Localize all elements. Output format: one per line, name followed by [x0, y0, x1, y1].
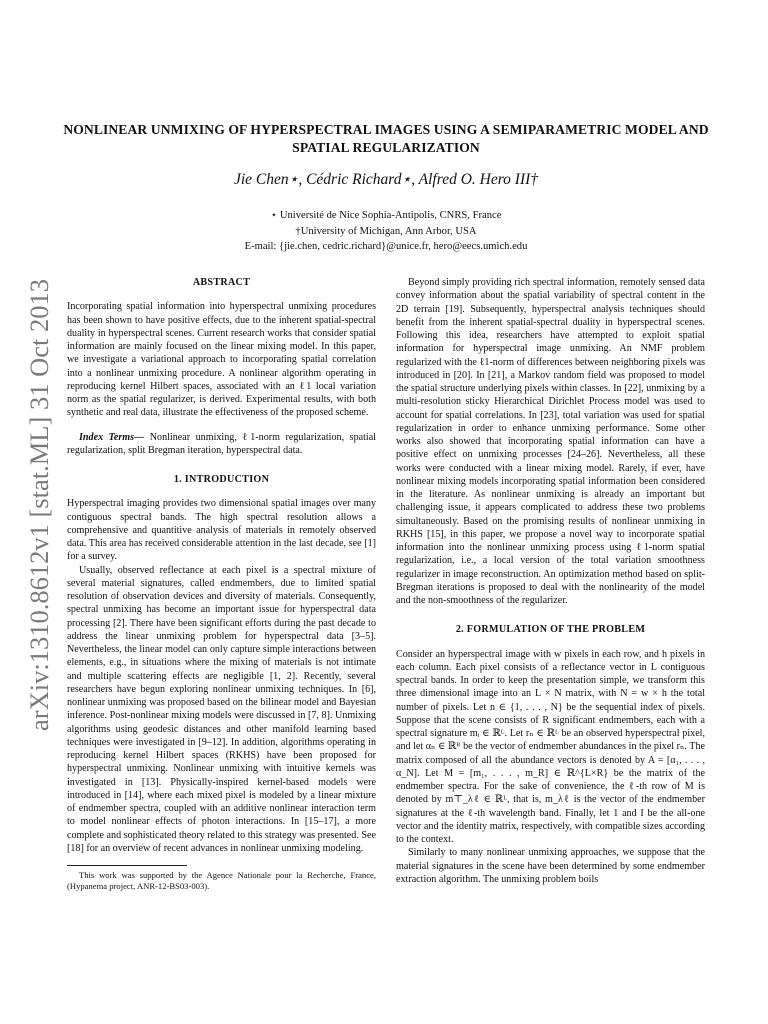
author-list: Jie Chen⋆, Cédric Richard⋆, Alfred O. Hero III† [233, 171, 539, 188]
affiliations [60, 208, 712, 255]
affiliation-nice: ⋆ Université de Nice Sophia-Antipolis, CNRS, France [270, 210, 502, 221]
right-paragraph-1: Beyond simply providing rich spectral information, remotely sensed data convey information about the spatial variability of spectral content in the 2D terrain [19]. Subsequently, hyperspectral analysis techniques should benefit from the inherent spatial-spectral duality in hyperspectral scenes. Following this idea, researchers have attempted to exploit spatial information for hyperspectral image unmixing. An NMF problem regularized with the ℓ1-norm of differences between neighboring pixels was introduced in [20]. In [21], a Markov random field was proposed to model the spatial structure underlying pixels within classes. In [22], unmixing by a multi-resolution sticky Hierarchical Dirichlet Process model was used to account for spatial correlations. In [23], total variation was used for spatial regularization in order to enhance unmixing performance. Some other works also showed that incorporating spatial information can have a positive effect on unmixing processes [24–26]. Nevertheless, all these works were conducted with a linear mixing model. Rarely, if ever, have nonlinear mixing models incorporating spatial information been considered in the literature. As nonlinear unmixing is already an important but challenging issue, it appears complicated to address these two problems simultaneously. Based on the promising results of nonlinear unmixing in RKHS [15], in this paper, we propose a novel way to incorporate spatial information into the nonlinear unmixing process using ℓ1-norm spatial regularization, i.e., a local version of the total variation smoothness regularizer in image reconstruction. An optimization method based on split-Bregman iterations is proposed to deal with the nonlinearity of the model and the non-smoothness of the regularizer. [396, 277, 705, 606]
funding-footnote: This work was supported by the Agence Nationale pour la Recherche, France, (Hypanema project, ANR-12-BS03-003). [67, 870, 376, 891]
formulation-paragraph-2: Similarly to many nonlinear unmixing approaches, we suppose that the material signatures in the scene have been determined by some endmember extraction algorithm. The unmixing problem boils [396, 847, 705, 885]
paper-title: NONLINEAR UNMIXING OF HYPERSPECTRAL IMAGES USING A SEMIPARAMETRIC MODEL AND SPATIAL REGULARIZATION [63, 122, 709, 155]
right-column [396, 276, 705, 886]
affiliation-michigan: †University of Michigan, Ann Arbor, USA [295, 225, 477, 237]
arxiv-identifier [14, 275, 60, 735]
index-terms-text: Nonlinear unmixing, ℓ1-norm regularization, spatial regularization, split Bregman iteration, hyperspectral data. [67, 431, 376, 456]
index-terms-label: Index Terms— [79, 431, 145, 443]
abstract-text: Incorporating spatial information into hyperspectral unmixing procedures has been shown to have positive effects, due to the inherent spatial-spectral duality in hyperspectral scenes. Current research works that consider spatial information are mainly focused on the linear mixing model. In this paper, we investigate a variational approach to incorporating spatial correlation into a nonlinear unmixing procedure. A nonlinear algorithm operating in reproducing kernel Hilbert spaces, associated with an ℓ1 local variation norm as the spatial regularizer, is derived. Experimental results, with both synthetic and real data, illustrate the effectiveness of the proposed scheme. [67, 301, 376, 419]
index-terms [67, 431, 376, 458]
intro-paragraph-2: Usually, observed reflectance at each pixel is a spectral mixture of several material signatures, called endmembers, due to limited spatial resolution of observation devices and diversity of materials. Consequently, spectral unmixing has become an important issue for hyperspectral data processing [2]. There have been significant efforts during the past decade to address the linear unmixing problem for hyperspectral data [3–5]. Nevertheless, the linear model can only capture simple interactions between elements, e.g., in situations where the mixing of materials is not intimate and multiple scattering effects are negligible [1, 2]. Recently, several researchers have begun exploring nonlinear unmixing techniques. In [6], nonlinear unmixing was proposed based on the bilinear model and Bayesian inference. Post-nonlinear mixing models were discussed in [7, 8]. Unmixing algorithms using geodesic distances and other manifold learning based techniques were investigated in [9–12]. In addition, algorithms operating in reproducing kernel Hilbert spaces (RKHS) have been proposed for hyperspectral unmixing. Nonlinear unmixing with intuitive kernels was investigated in [13]. Physically-inspired kernel-based models were introduced in [14], where each mixed pixel is modeled by a linear mixture of endmember spectra, coupled with an additive nonlinear interaction term to model nonlinear effects of photon interactions. In [15–17], a more complete and sophisticated theory related to this strategy was presented. See [18] for an overview of recent advances in nonlinear unmixing modeling. [67, 564, 376, 854]
abstract-heading: ABSTRACT [192, 277, 251, 288]
intro-paragraph-1: Hyperspectral imaging provides two dimensional spatial images over many contiguous spectral bands. The high spectral resolution allows a comprehensive and quantitive analysis of materials in remotely observed data. This area has received considerable attention in the last decade, see [1] for a survey. [67, 498, 376, 563]
formulation-paragraph-1: Consider an hyperspectral image with w pixels in each row, and h pixels in each column. Each pixel consists of a reflectance vector in L contiguous spectral bands. In order to keep the presentation simple, we transform this three dimensional image into an L × N matrix, with N = w × h the total number of pixels. Let n ∈ {1, . . . , N} be the sequential index of pixels. Suppose that the scene consists of R significant endmembers, each with a spectral signature mᵢ ∈ ℝᴸ. Let rₙ ∈ ℝᴸ be an observed hyperspectral pixel, and let αₙ ∈ ℝᴿ be the vector of endmember abundances in the pixel rₙ. The matrix composed of all the abundance vectors is denoted by A = [α₁, . . . , α_N]. Let M = [m₁, . . . , m_R] ∈ ℝ^{L×R} be the matrix of the endmember spectra. For the sake of convenience, the ℓ-th row of M is denoted by m⊤_λℓ ∈ ℝᴸ, that is, m_λℓ is the vector of the endmember signatures at the ℓ-th wavelength band. Finally, let 1 and I be the all-one vector and the identity matrix, respectively, with compatible sizes according to the context. [396, 648, 705, 845]
formulation-heading: 2. FORMULATION OF THE PROBLEM [455, 624, 646, 636]
intro-heading: 1. INTRODUCTION [173, 474, 270, 485]
email-line: E-mail: {jie.chen, cedric.richard}@unice.fr, hero@eecs.umich.edu [244, 241, 528, 252]
footnote-rule [67, 865, 187, 866]
left-column [67, 276, 376, 892]
arxiv-id-text: arXiv:1310.8612v1 [stat.ML] 31 Oct 2013 [24, 279, 54, 731]
